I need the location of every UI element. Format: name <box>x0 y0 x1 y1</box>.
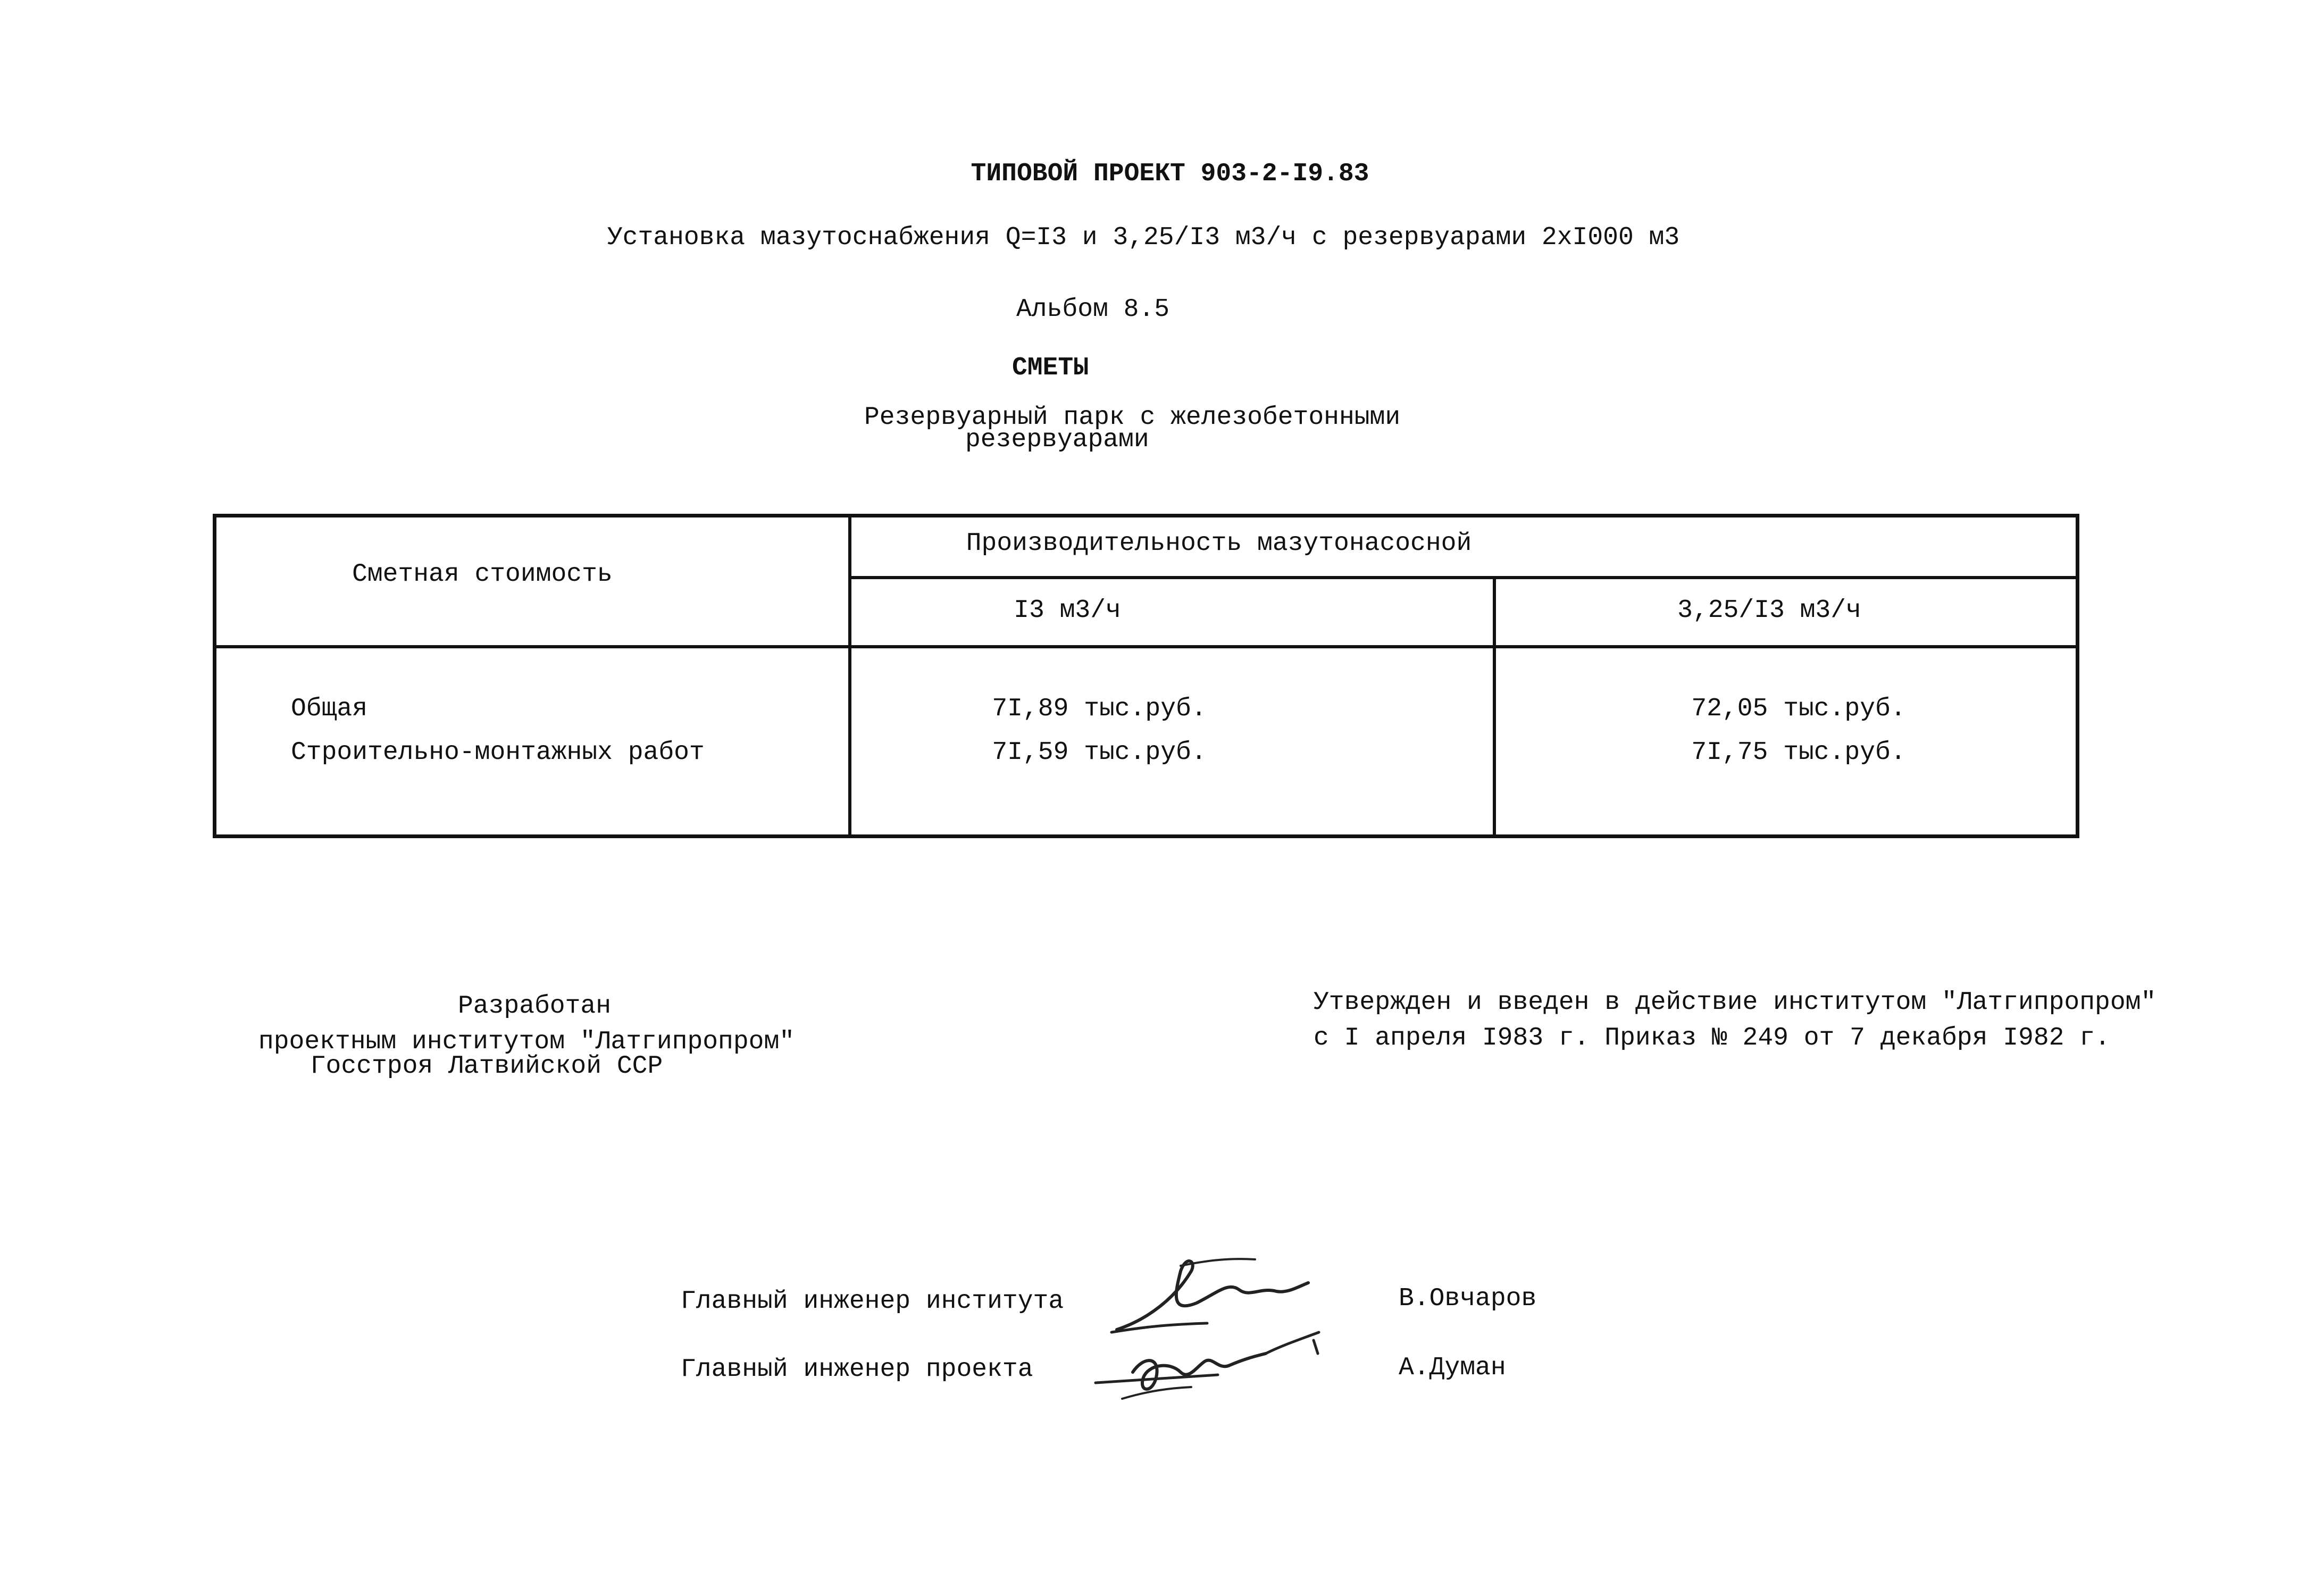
row-label-construction: Строительно-монтажных работ <box>291 738 705 767</box>
table-divider-2 <box>1493 577 1496 834</box>
developer-line-3: Госстроя Латвийской ССР <box>310 1052 663 1081</box>
column-group-header: Производительность мазутонасосной <box>966 529 1472 558</box>
album-label: Альбом 8.5 <box>1016 295 1170 324</box>
signature-role-1: Главный инженер института <box>681 1287 1064 1316</box>
handwritten-signature-2 <box>1090 1324 1345 1415</box>
table-subheader-rule <box>848 576 2076 579</box>
column-header-cost: Сметная стоимость <box>352 560 613 589</box>
subtitle-line-2: резервуарами <box>965 425 1149 454</box>
section-title: СМЕТЫ <box>1011 354 1089 382</box>
cost-table <box>213 514 2079 838</box>
row-label-total: Общая <box>291 695 368 723</box>
row-total-value-13: 7I,89 тыс.руб. <box>992 695 1207 723</box>
signature-role-2: Главный инженер проекта <box>681 1355 1033 1384</box>
project-title: ТИПОВОЙ ПРОЕКТ 903-2-I9.83 <box>971 160 1369 188</box>
row-total-value-3-25-13: 72,05 тыс.руб. <box>1691 695 1906 723</box>
row-construction-value-13: 7I,59 тыс.руб. <box>992 738 1207 767</box>
signature-name-1: В.Овчаров <box>1399 1284 1537 1313</box>
installation-title: Установка мазутоснабжения Q=I3 и 3,25/I3 м3/ч с резервуарами 2хI000 м3 <box>607 223 1680 252</box>
column-header-13: I3 м3/ч <box>1014 596 1121 625</box>
developer-line-2: проектным институтом "Латгипропром" <box>258 1028 795 1056</box>
approval-line-2: с I апреля I983 г. Приказ № 249 от 7 декабря I982 г. <box>1314 1024 2110 1053</box>
signature-name-2: А.Думан <box>1399 1354 1506 1382</box>
table-header-rule <box>216 645 2076 648</box>
column-header-3-25-13: 3,25/I3 м3/ч <box>1677 596 1861 625</box>
row-construction-value-3-25-13: 7I,75 тыс.руб. <box>1691 738 1906 767</box>
table-divider-1 <box>848 517 851 834</box>
developer-line-1: Разработан <box>457 992 612 1021</box>
subtitle-line-1: Резервуарный парк с железобетонными <box>864 403 1401 432</box>
approval-line-1: Утвержден и введен в действие институтом "Латгипропром" <box>1314 988 2156 1017</box>
